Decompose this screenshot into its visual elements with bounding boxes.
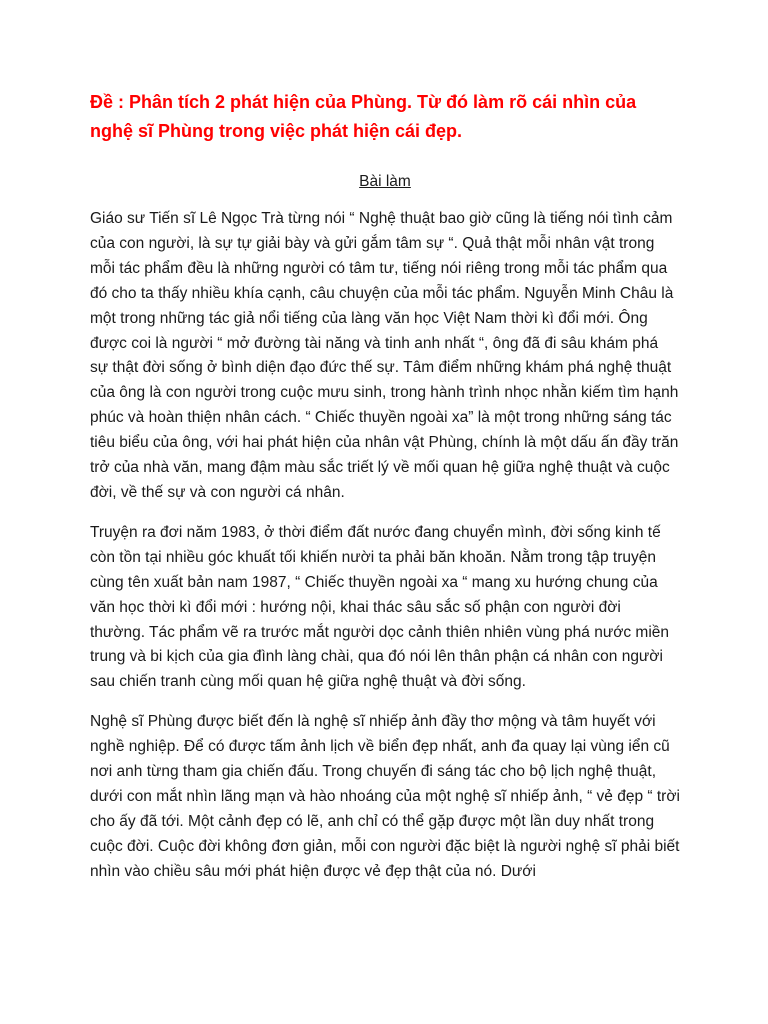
paragraph-3: Nghệ sĩ Phùng được biết đến là nghệ sĩ nhiếp ảnh đầy thơ mộng và tâm huyết với nghề nghiệp. Để có được tấm ảnh lịch về biển đẹp nhất, anh đa quay lại vùng iển cũ nơi anh từng tham gia chiến đấu. Trong chuyến đi sáng tác cho bộ lịch nghệ thuật, dưới con mắt nhìn lãng mạn và hào nhoáng của một nghệ sĩ nhiếp ảnh, “ vẻ đẹp “ trời cho ấy đã tới. Một cảnh đẹp có lẽ, anh chỉ có thể gặp được một lần duy nhất trong cuộc đời. Cuộc đời không đơn giản, mỗi con người đặc biệt là người nghệ sĩ phải biết nhìn vào chiều sâu mới phát hiện được vẻ đẹp thật của nó. Dưới — [90, 713, 680, 880]
document-subtitle: Bài làm — [359, 173, 411, 190]
document-page — [90, 88, 680, 900]
document-title: Đề : Phân tích 2 phát hiện của Phùng. Từ đó làm rõ cái nhìn của nghệ sĩ Phùng trong việc phát hiện cái đẹp. — [90, 92, 637, 141]
paragraph-1: Giáo sư Tiến sĩ Lê Ngọc Trà từng nói “ Nghệ thuật bao giờ cũng là tiếng nói tình cảm của con người, là sự tự giải bày và gửi gắm tâm sự “. Quả thật mỗi nhân vật trong mỗi tác phẩm đều là những người có tâm tư, tiếng nói riêng trong mỗi tác phẩm qua đó cho ta thấy nhiều khía cạnh, câu chuyện của mỗi tác phẩm. Nguyễn Minh Châu là một trong những tác giả nổi tiếng của làng văn học Việt Nam thời kì đổi mới. Ông được coi là người “ mở đường tài năng và tinh anh nhất “, ông đã đi sâu khám phá sự thật đời sống ở bình diện đạo đức thế sự. Tâm điểm những khám phá nghệ thuật của ông là con người trong cuộc mưu sinh, trong hành trình nhọc nhằn kiếm tìm hạnh phúc và hoàn thiện nhân cách. “ Chiếc thuyền ngoài xa” là một trong những sáng tác tiêu biểu của ông, với hai phát hiện của nhân vật Phùng, chính là một dấu ấn đầy trăn trở của nhà văn, mang đậm màu sắc triết lý về mối quan hệ giữa nghệ thuật và cuộc đời, về thế sự và con người cá nhân. — [90, 210, 679, 501]
paragraph-2: Truyện ra đơi năm 1983, ở thời điểm đất nước đang chuyển mình, đời sống kinh tế còn tồn tại nhiều góc khuất tối khiến nười ta phải băn khoăn. Nằm trong tập truyện cùng tên xuất bản nam 1987, “ Chiếc thuyền ngoài xa “ mang xu hướng chung của văn học thời kì đổi mới : hướng nội, khai thác sâu sắc số phận con người đời thường. Tác phẩm vẽ ra trước mắt người dọc cảnh thiên nhiên vùng phá nước miền trung và bi kịch của gia đình làng chài, qua đó nói lên thân phận cá nhân con người sau chiến tranh cùng mối quan hệ giữa nghệ thuật và đời sống. — [90, 523, 670, 691]
